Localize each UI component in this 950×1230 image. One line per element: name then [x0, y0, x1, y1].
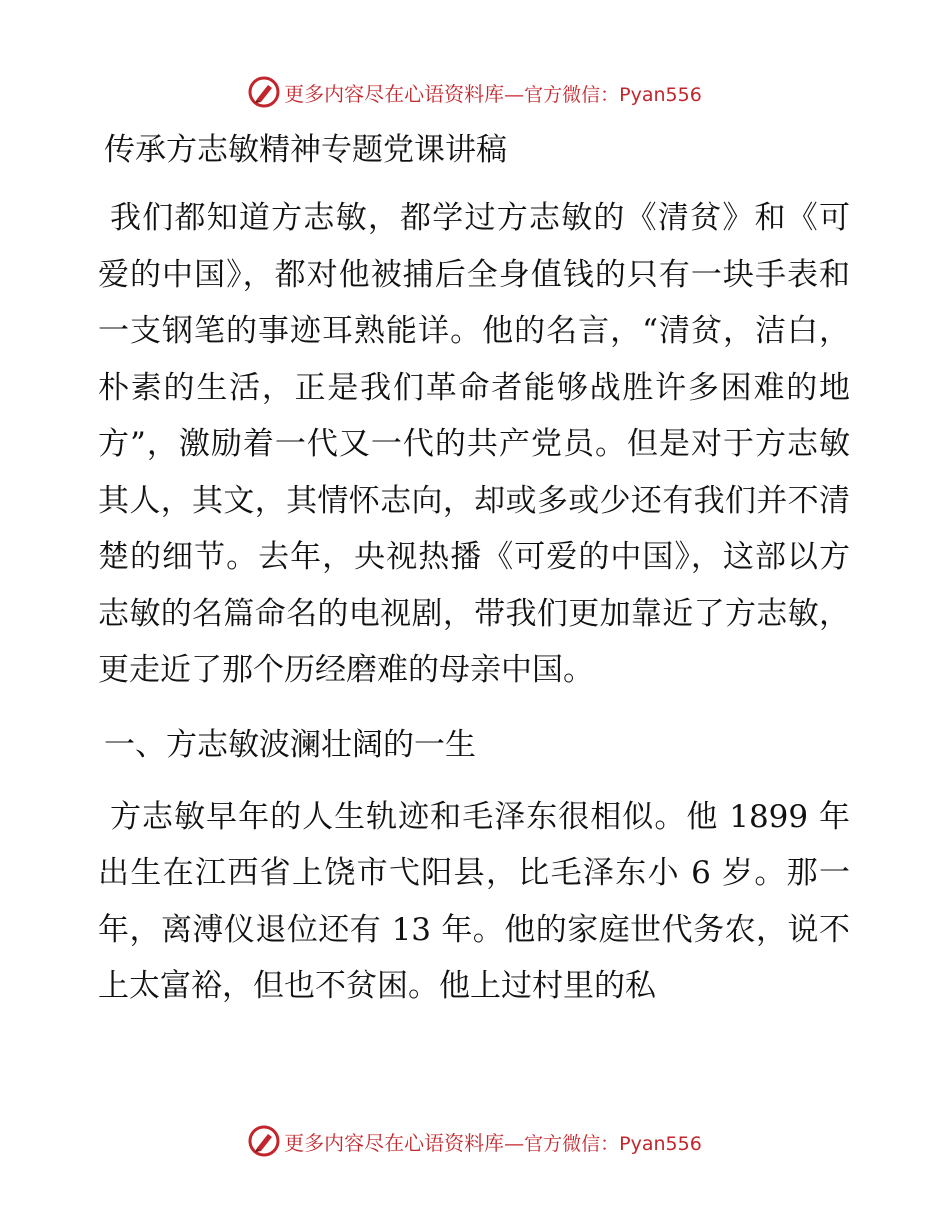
- document-title: 传承方志敏精神专题党课讲稿: [104, 132, 507, 168]
- paragraph-biography: 方志敏早年的人生轨迹和毛泽东很相似。他 1899 年出生在江西省上饶市弋阳县，比毛泽东小 6 岁。那一年，离溥仪退位还有 13 年。他的家庭世代务农，说不上太富裕，但也不贫困。他上过村里的私: [98, 798, 850, 1004]
- watermark-banner-bottom: [0, 1119, 950, 1163]
- watermark-text: 更多内容尽在心语资料库—官方微信：Pyan556: [284, 81, 702, 106]
- paragraph-intro: 我们都知道方志敏，都学过方志敏的《清贫》和《可爱的中国》，都对他被捕后全身值钱的只有一块手表和一支钢笔的事迹耳熟能详。他的名言，“清贫，洁白，朴素的生活，正是我们革命者能够战胜许多困难的地方”，激励着一代又一代的共产党员。但是对于方志敏其人，其文，其情怀志向，却或多或少还有我们并不清楚的细节。去年，央视热播《可爱的中国》，这部以方志敏的名篇命名的电视剧，带我们更加靠近了方志敏，更走近了那个历经磨难的母亲中国。: [98, 200, 850, 688]
- pen-logo-icon: [248, 1125, 280, 1157]
- section-heading: 一、方志敏波澜壮阔的一生: [104, 726, 476, 763]
- watermark-banner-top: [0, 70, 950, 114]
- document-body: [98, 120, 850, 1015]
- pen-logo-icon: [248, 76, 280, 108]
- watermark-text: 更多内容尽在心语资料库—官方微信：Pyan556: [284, 1130, 702, 1155]
